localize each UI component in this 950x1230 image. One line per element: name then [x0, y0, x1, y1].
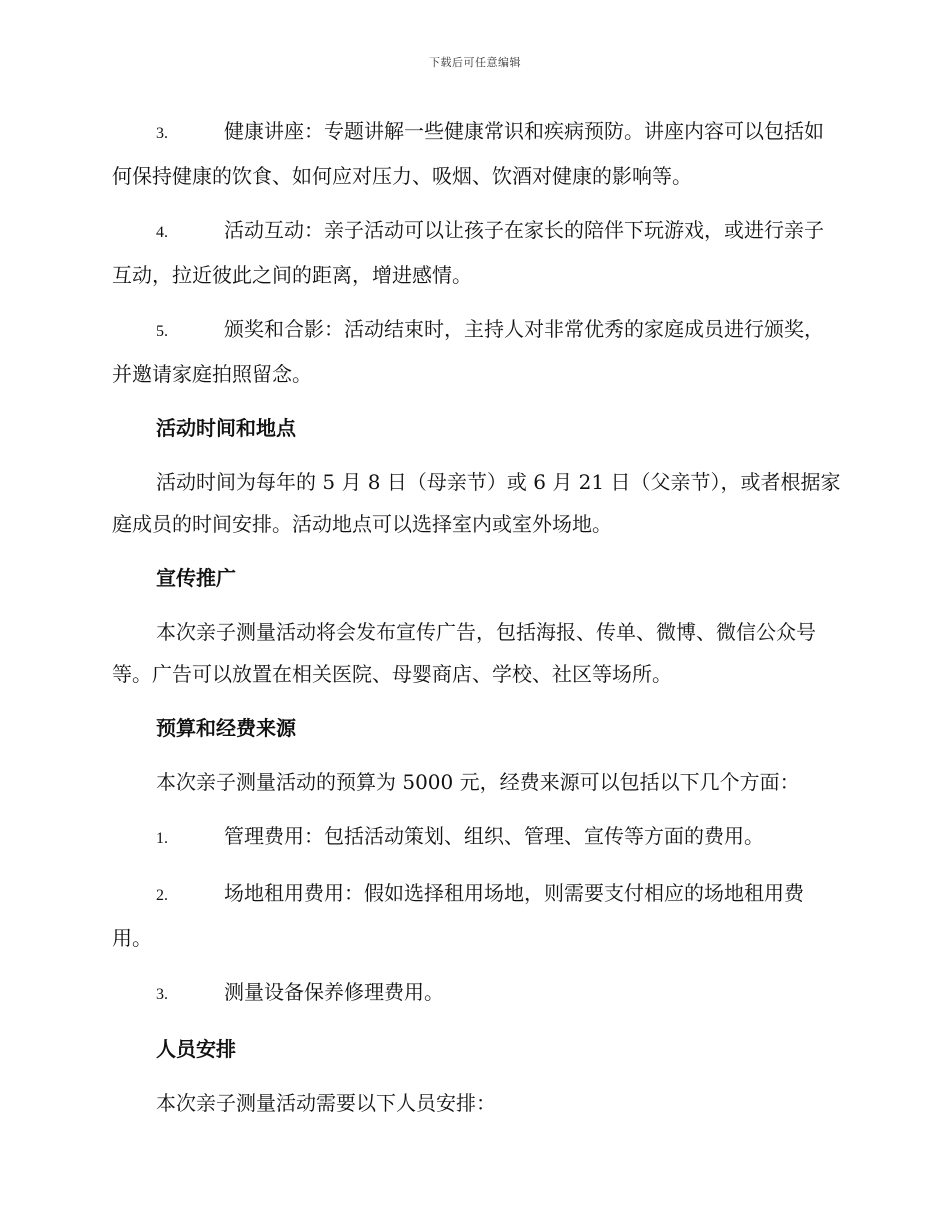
section-heading-time-location: 活动时间和地点 — [156, 416, 296, 440]
list-item — [112, 209, 842, 296]
list-number: 2. — [156, 887, 168, 904]
list-number: 3. — [156, 986, 168, 1003]
list-text: 颁奖和合影：活动结束时，主持人对非常优秀的家庭成员进行颁奖，并邀请家庭拍照留念。 — [112, 317, 824, 386]
list-text: 健康讲座：专题讲解一些健康常识和疾病预防。讲座内容可以包括如何保持健康的饮食、如何应对压力、吸烟、饮酒对健康的影响等。 — [112, 119, 824, 188]
list-item — [112, 971, 842, 1016]
list-text: 场地租用费用：假如选择租用场地，则需要支付相应的场地租用费用。 — [112, 881, 804, 950]
list-text: 活动互动：亲子活动可以让孩子在家长的陪伴下玩游戏，或进行亲子互动，拉近彼此之间的距离，增进感情。 — [112, 218, 824, 287]
section-heading-promotion: 宣传推广 — [156, 566, 236, 590]
list-number: 3. — [156, 125, 168, 142]
list-text: 管理费用：包括活动策划、组织、管理、宣传等方面的费用。 — [224, 824, 764, 848]
section-heading-staffing: 人员安排 — [156, 1037, 236, 1061]
list-item — [112, 308, 842, 395]
paragraph: 活动时间为每年的 5 月 8 日（母亲节）或 6 月 21 日（父亲节），或者根据家庭成员的时间安排。活动地点可以选择室内或室外场地。 — [112, 470, 841, 536]
list-item — [112, 110, 842, 197]
list-number: 5. — [156, 323, 168, 340]
paragraph: 本次亲子测量活动将会发布宣传广告，包括海报、传单、微博、微信公众号等。广告可以放置在相关医院、母婴商店、学校、社区等场所。 — [112, 620, 816, 686]
list-number: 4. — [156, 224, 168, 241]
section-heading-budget: 预算和经费来源 — [156, 716, 296, 740]
list-number: 1. — [156, 830, 168, 847]
paragraph: 本次亲子测量活动需要以下人员安排： — [156, 1091, 496, 1115]
page-header: 下载后可任意编辑 — [429, 56, 521, 69]
list-item — [112, 872, 842, 959]
list-text: 测量设备保养修理费用。 — [224, 980, 444, 1004]
document-body — [112, 110, 842, 1136]
paragraph: 本次亲子测量活动的预算为 5000 元，经费来源可以包括以下几个方面： — [156, 770, 800, 794]
list-item — [112, 815, 842, 860]
